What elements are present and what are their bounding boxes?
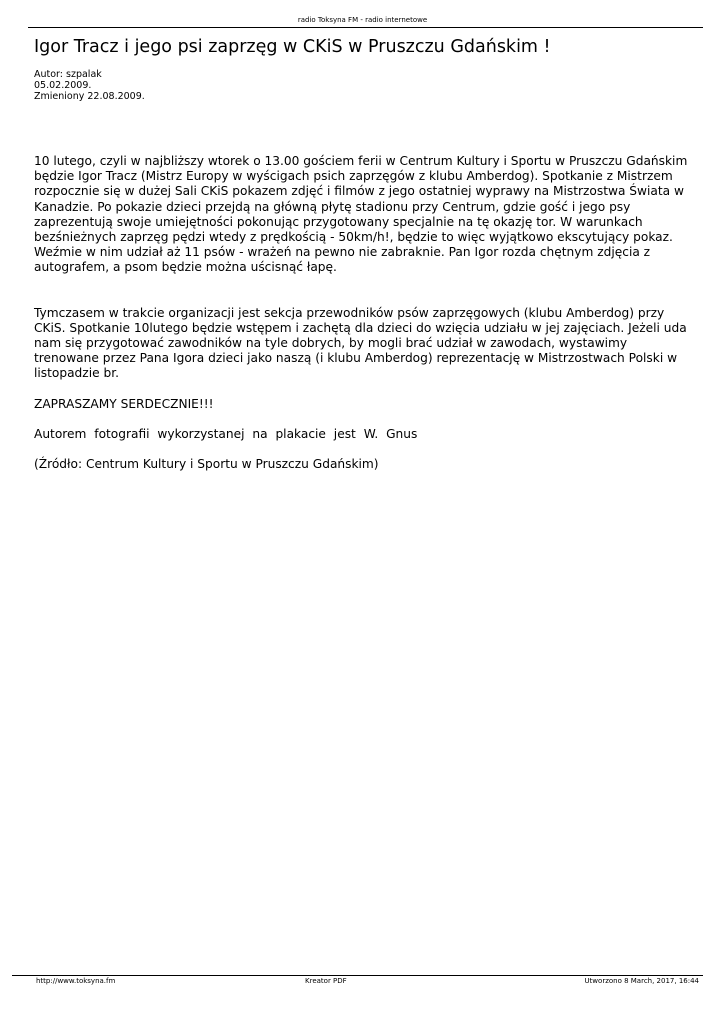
modified-date: Zmieniony 22.08.2009. xyxy=(34,91,145,102)
source-note: (Źródło: Centrum Kultury i Sportu w Pruszczu Gdańskim) xyxy=(34,457,379,472)
author-line: Autor: szpalak xyxy=(34,69,102,80)
paragraph: Tymczasem w trakcie organizacji jest sekcja przewodników psów zaprzęgowych (klubu Amberdog) przy CKiS. Spotkanie 10lutego będzie wstępem i zachętą dla dzieci do wzięcia udziału w jej zajęciach. Jeżeli uda nam się przygotować zawodników na tyle dobrych, by mogli brać udział w zawodach, wystawimy trenowane przez Pana Igora dzieci jako naszą (i klubu Amberdog) reprezentację w Mistrzostwach Polski w listopadzie br. xyxy=(34,305,687,381)
footer-url[interactable]: http://www.toksyna.fm xyxy=(36,977,116,985)
footer-divider xyxy=(12,975,703,976)
article-meta xyxy=(34,69,145,102)
page-header: radio Toksyna FM - radio internetowe xyxy=(297,16,428,24)
paragraph: 10 lutego, czyli w najbliższy wtorek o 13.00 gościem ferii w Centrum Kultury i Sportu w Pruszczu Gdańskim będzie Igor Tracz (Mistrz Europy w wyścigach psich zaprzęgów z klubu Amberdog). Spotkanie z Mistrzem rozpocznie się w dużej Sali CKiS pokazem zdjęć i filmów z jego ostatniej wyprawy na Mistrzostwa Świata w Kanadzie. Po pokazie dzieci przejdą na główną płytę stadionu przy Centrum, gdzie gość i jego psy zaprezentują swoje umiejętności pokonując przygotowany specjalnie na tę okazję tor. W warunkach bezśnieżnych zaprzęg pędzi wtedy z prędkością - 50km/h!, będzie to więc wyjątkowo ekscytujący pokaz. Weźmie w nim udział aż 11 psów - wrażeń na pewno nie zabraknie. Pan Igor rozda chętnym zdjęcia z autografem, a psom będzie można uścisnąć łapę. xyxy=(34,154,688,275)
created-date: 05.02.2009. xyxy=(34,80,92,91)
photo-credit: Autorem fotografii wykorzystanej na plakacie jest W. Gnus xyxy=(34,426,418,441)
header-divider xyxy=(28,27,703,28)
invitation-text: ZAPRASZAMY SERDECZNIE!!! xyxy=(34,396,214,411)
footer-generator: Kreator PDF xyxy=(305,977,347,985)
article-body xyxy=(34,154,694,472)
footer-created: Utworzono 8 March, 2017, 16:44 xyxy=(584,977,699,985)
article-title: Igor Tracz i jego psi zaprzęg w CKiS w Pruszczu Gdańskim ! xyxy=(34,37,551,57)
